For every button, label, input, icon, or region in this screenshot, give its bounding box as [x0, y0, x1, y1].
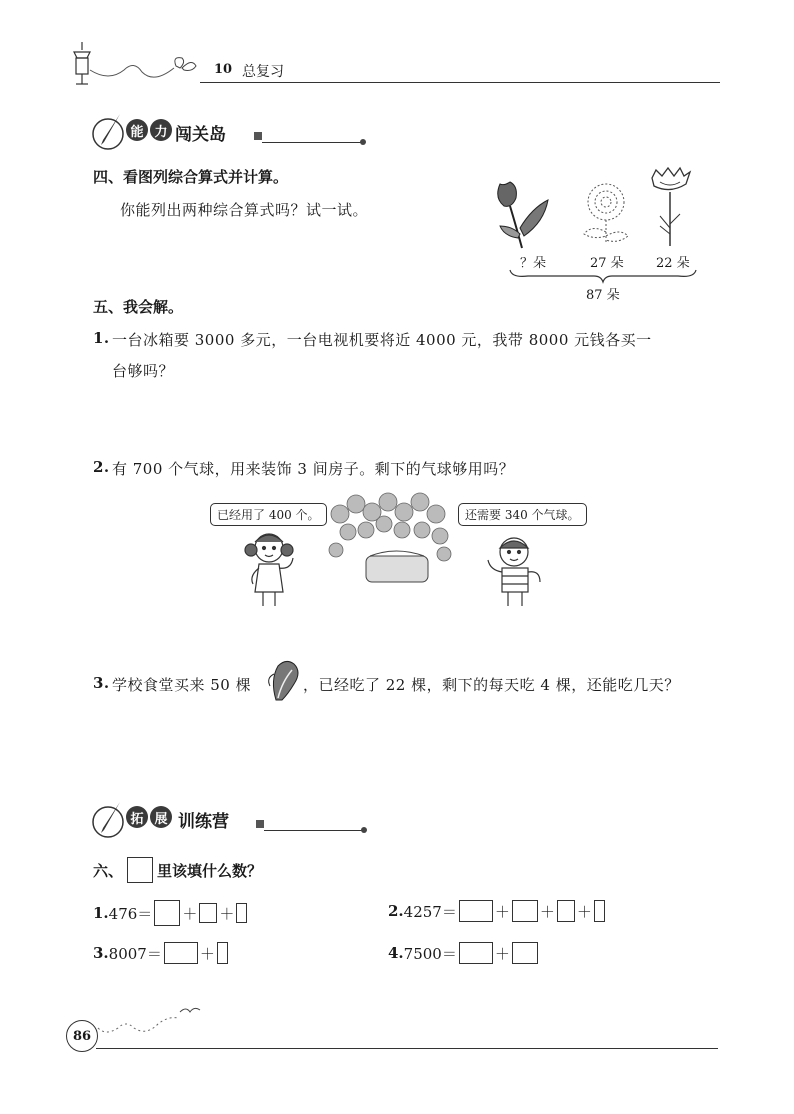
lantern-icon [74, 42, 90, 84]
section-badge-tuo: 拓 [126, 806, 148, 828]
section-badge-zhan: 展 [150, 806, 172, 828]
speech-bubble-left: 已经用了 400 个。 [210, 503, 327, 526]
answer-box-example [127, 857, 153, 883]
answer-box[interactable] [594, 900, 605, 922]
butterfly-icon [175, 58, 196, 71]
girl-icon [235, 528, 305, 610]
title-square-2 [256, 820, 264, 828]
plus-sign: ＋ [539, 902, 555, 921]
q5-label: 五、我会解。 [93, 298, 184, 316]
flower-total: 87 朵 [586, 288, 620, 303]
speech-bubble-right: 还需要 340 个气球。 [458, 503, 587, 526]
flower3-count: 22 朵 [656, 256, 690, 271]
exercise-2-expr: 4257＝ [403, 902, 457, 921]
bird-icon [180, 1008, 200, 1012]
section-rule [262, 142, 362, 143]
answer-box[interactable] [217, 942, 228, 964]
q4-prompt: 你能列出两种综合算式吗？试一试。 [120, 201, 369, 219]
flower1-count: ？朵 [520, 256, 547, 271]
exercise-3-number: 3. [93, 944, 109, 962]
exercise-3 [93, 942, 230, 964]
rule-dot [360, 139, 366, 145]
problem-2-text: 有 700 个气球，用来装饰 3 间房子。剩下的气球够用吗？ [112, 460, 515, 478]
answer-box[interactable] [154, 900, 180, 926]
plus-sign: ＋ [182, 904, 198, 923]
q6-label [93, 857, 262, 883]
answer-box[interactable] [164, 942, 198, 964]
problem-1-line2: 台够吗？ [112, 362, 175, 380]
header-rule [200, 82, 720, 83]
answer-box[interactable] [557, 900, 575, 922]
tulip-icon [490, 178, 560, 250]
answer-box[interactable] [236, 903, 247, 923]
section-rule-2 [264, 830, 364, 831]
boy-icon [482, 530, 548, 610]
rule-dot-2 [361, 827, 367, 833]
exercise-2-number: 2. [388, 902, 404, 920]
carnation-icon [646, 164, 694, 250]
answer-box[interactable] [512, 942, 538, 964]
problem-3-text-a: 学校食堂买来 50 棵 [112, 676, 252, 694]
flower2-count: 27 朵 [590, 256, 624, 271]
q6-label-b: 里该填什么数？ [157, 861, 263, 880]
exercise-1-number: 1. [93, 904, 109, 922]
exercise-1-expr: 476＝ [108, 904, 153, 923]
balloon-party-icon [326, 490, 456, 588]
problem-3-number: 3. [93, 674, 110, 692]
problem-1-line1: 一台冰箱要 3000 多元，一台电视机要将近 4000 元，我带 8000 元钱各买一 [112, 331, 652, 349]
q4-label: 四、看图列综合算式并计算。 [93, 168, 289, 186]
section-badge-neng: 能 [126, 119, 148, 141]
answer-box[interactable] [512, 900, 538, 922]
section-badge-li: 力 [150, 119, 172, 141]
cabbage-icon [264, 656, 304, 702]
rose-icon [576, 178, 636, 248]
q6-label-a: 六、 [93, 861, 124, 880]
plus-sign: ＋ [494, 902, 510, 921]
plus-sign: ＋ [199, 944, 215, 963]
exercise-1 [93, 900, 249, 926]
page-number: 86 [66, 1020, 98, 1052]
title-square [254, 132, 262, 140]
exercise-4-expr: 7500＝ [403, 944, 457, 963]
answer-box[interactable] [199, 903, 217, 923]
problem-1-number: 1. [93, 329, 110, 347]
problem-3-text-b: ，已经吃了 22 棵，剩下的每天吃 4 棵，还能吃几天？ [303, 676, 680, 694]
plus-sign: ＋ [494, 944, 510, 963]
brush-icon [90, 112, 130, 152]
section-title-2: 训练营 [178, 812, 229, 832]
chapter-title: 总复习 [242, 64, 284, 80]
footer-rule [96, 1048, 718, 1049]
exercise-3-expr: 8007＝ [108, 944, 162, 963]
answer-box[interactable] [459, 900, 493, 922]
header-decoration [64, 40, 214, 90]
chapter-number: 10 [214, 62, 233, 77]
answer-box[interactable] [459, 942, 493, 964]
problem-2-number: 2. [93, 458, 110, 476]
exercise-4 [388, 942, 540, 964]
section-title: 闯关岛 [175, 125, 226, 145]
exercise-4-number: 4. [388, 944, 404, 962]
exercise-2 [388, 900, 607, 922]
plus-sign: ＋ [576, 902, 592, 921]
footer-decoration [96, 998, 206, 1038]
brush-icon-2 [90, 800, 130, 840]
total-brace [508, 268, 698, 284]
plus-sign: ＋ [219, 904, 235, 923]
